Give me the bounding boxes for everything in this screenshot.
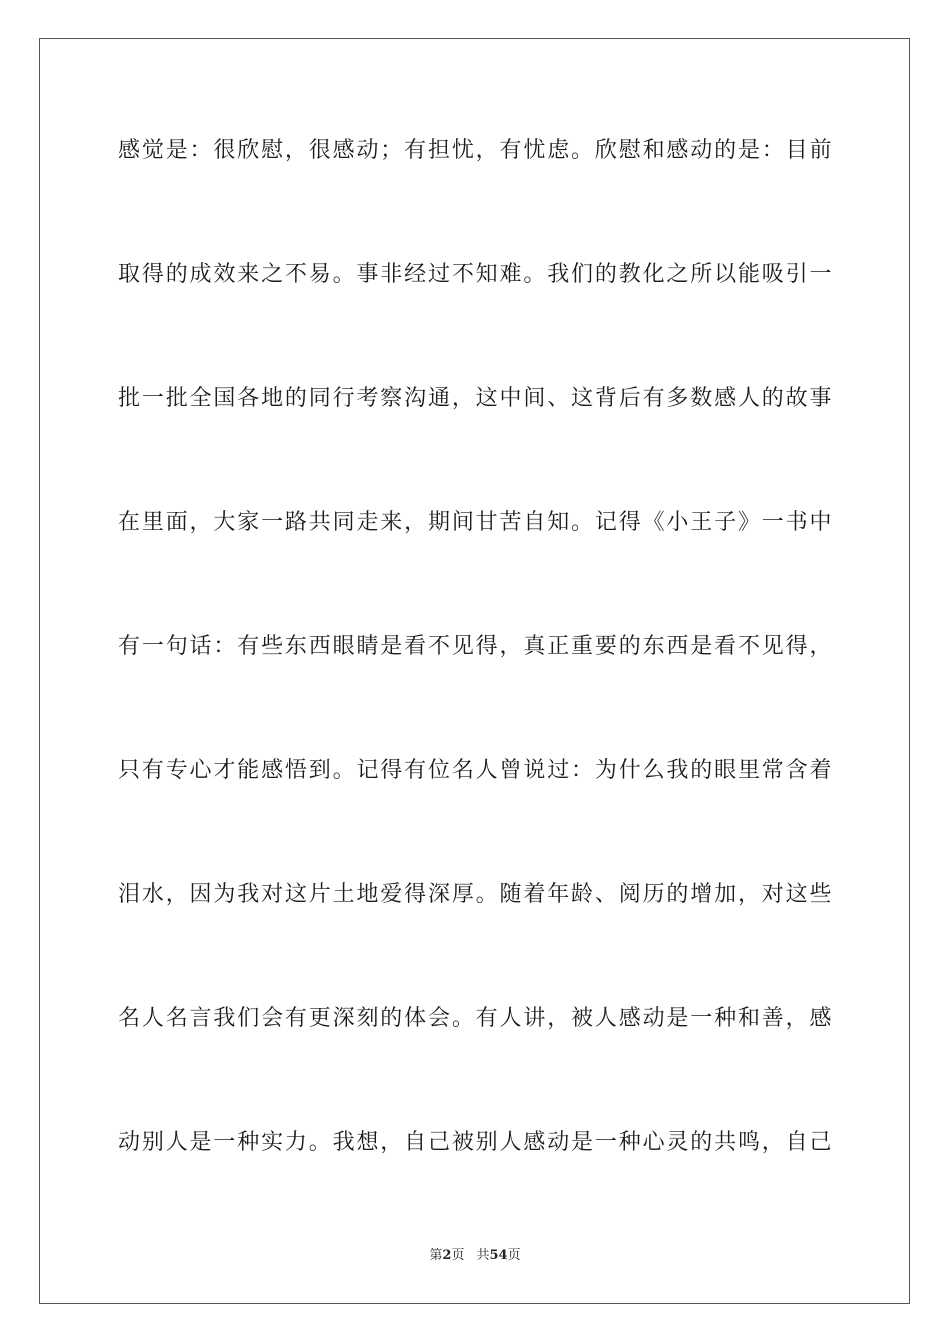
total-pages: 54 bbox=[489, 1248, 508, 1263]
page-suffix: 页 bbox=[451, 1248, 465, 1263]
text-line: 感觉是：很欣慰，很感动；有担忧，有忧虑。欣慰和感动的是：目前 bbox=[118, 138, 832, 163]
text-line: 取得的成效来之不易。事非经过不知难。我们的教化之所以能吸引一 bbox=[118, 262, 832, 287]
total-prefix: 共 bbox=[476, 1248, 490, 1263]
text-line: 批一批全国各地的同行考察沟通，这中间、这背后有多数感人的故事 bbox=[118, 386, 832, 411]
page-border bbox=[39, 38, 910, 1304]
text-line: 动别人是一种实力。我想，自己被别人感动是一种心灵的共鸣，自己 bbox=[118, 1130, 832, 1155]
total-suffix: 页 bbox=[507, 1248, 521, 1263]
page-prefix: 第 bbox=[429, 1248, 443, 1263]
page-footer bbox=[0, 1247, 950, 1265]
text-line: 有一句话：有些东西眼睛是看不见得，真正重要的东西是看不见得， bbox=[118, 634, 832, 659]
text-line: 名人名言我们会有更深刻的体会。有人讲，被人感动是一种和善，感 bbox=[118, 1006, 832, 1031]
text-line: 只有专心才能感悟到。记得有位名人曾说过：为什么我的眼里常含着 bbox=[118, 758, 832, 783]
text-line: 泪水，因为我对这片土地爱得深厚。随着年龄、阅历的增加，对这些 bbox=[118, 882, 832, 907]
text-line: 在里面，大家一路共同走来，期间甘苦自知。记得《小王子》一书中 bbox=[118, 510, 832, 535]
page-number: 2 bbox=[442, 1248, 452, 1263]
